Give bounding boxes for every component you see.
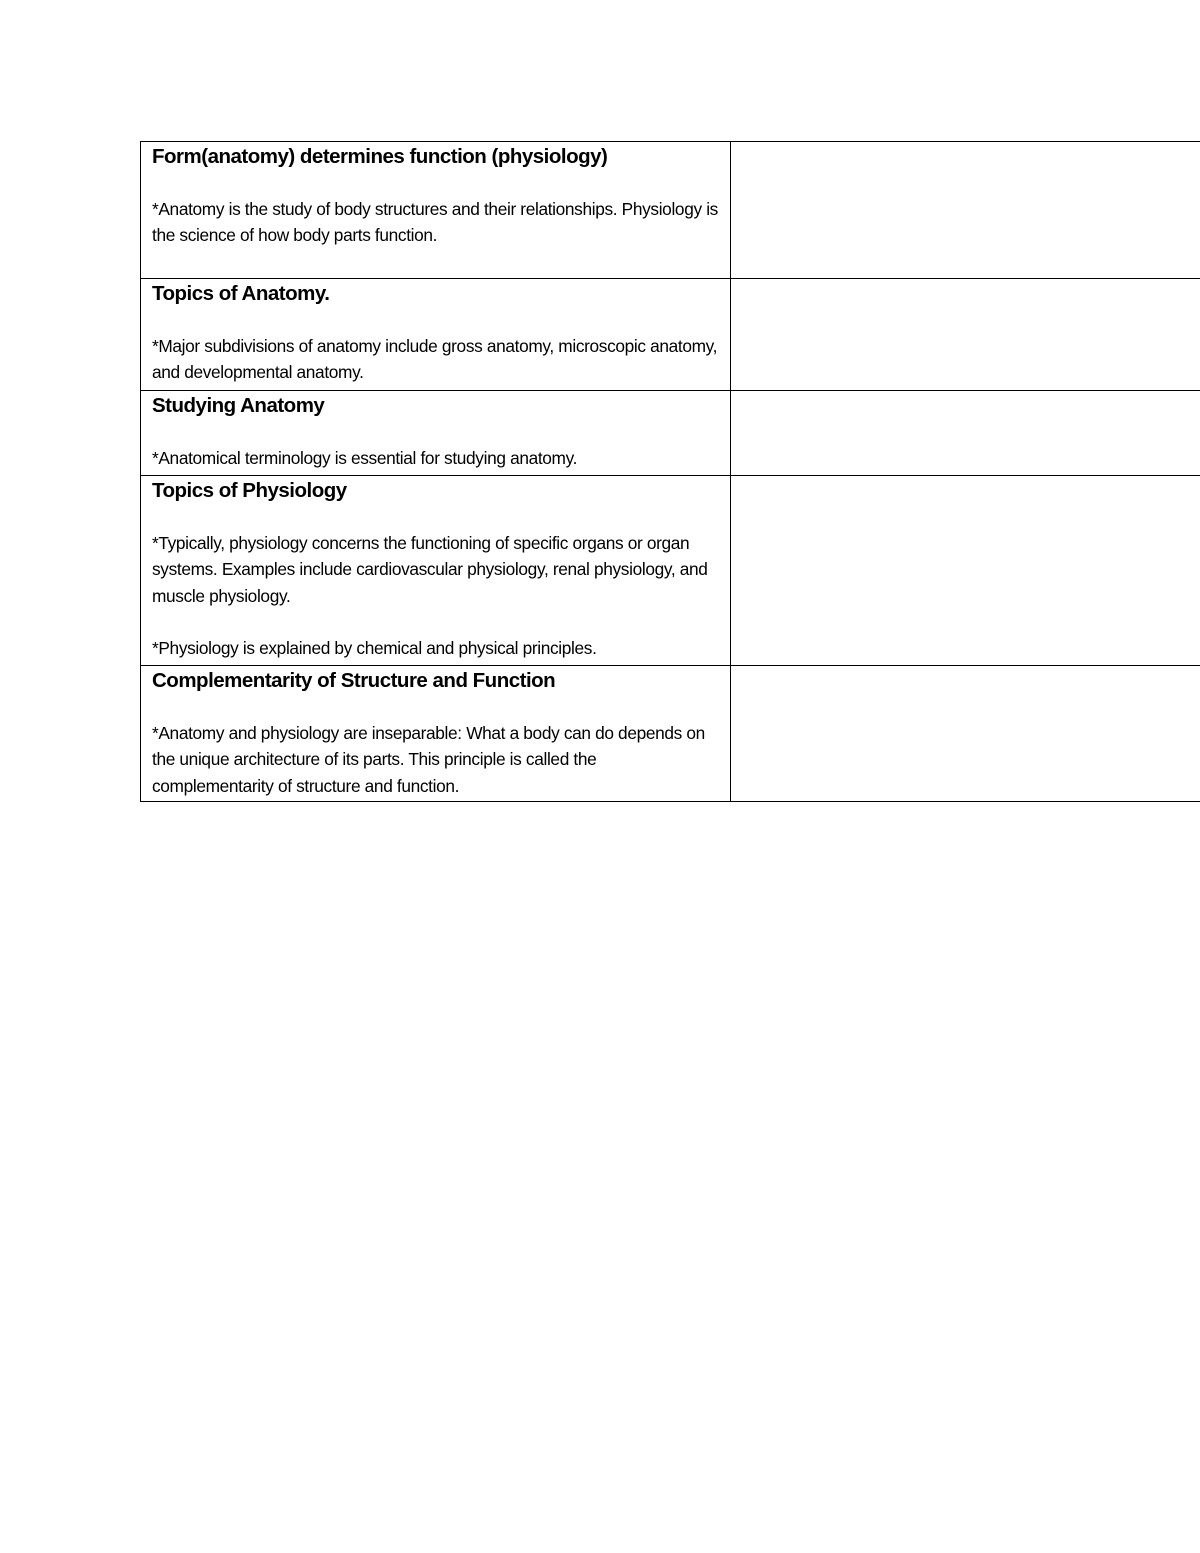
topic-cell <box>141 666 731 802</box>
topic-text: *Anatomical terminology is essential for studying anatomy. <box>152 448 578 468</box>
topic-text: *Anatomy is the study of body structures and their relationships. Physiology is the science of how body parts function. <box>152 199 718 246</box>
table-row <box>141 666 1200 802</box>
topic-text: *Typically, physiology concerns the functioning of specific organs or organ systems. Examples include cardiovascular physiology, renal physiology, and muscle physiology. <box>152 533 708 606</box>
topic-heading: Topics of Physiology <box>152 479 347 502</box>
notes-cell[interactable] <box>731 391 1200 476</box>
notes-cell[interactable] <box>731 476 1200 666</box>
notes-cell[interactable] <box>731 666 1200 802</box>
topic-heading: Topics of Anatomy. <box>152 282 330 305</box>
table-row <box>141 279 1200 391</box>
topic-heading: Form(anatomy) determines function (physiology) <box>152 145 608 168</box>
topic-text: *Anatomy and physiology are inseparable: What a body can do depends on the unique architecture of its parts. This principle is called the complementarity of structure and function. <box>152 723 705 796</box>
topic-text: *Major subdivisions of anatomy include gross anatomy, microscopic anatomy, and developmental anatomy. <box>152 336 718 383</box>
table-row <box>141 476 1200 666</box>
notes-cell[interactable] <box>731 142 1200 279</box>
topic-heading: Studying Anatomy <box>152 394 325 417</box>
table-row <box>141 142 1200 279</box>
topic-text: *Physiology is explained by chemical and physical principles. <box>152 638 597 659</box>
topic-heading: Complementarity of Structure and Function <box>152 669 556 692</box>
table-row <box>141 391 1200 476</box>
topic-cell <box>141 476 731 666</box>
topic-cell <box>141 142 731 279</box>
topic-cell <box>141 279 731 391</box>
notes-table <box>140 141 1200 802</box>
topic-cell <box>141 391 731 476</box>
notes-cell[interactable] <box>731 279 1200 391</box>
